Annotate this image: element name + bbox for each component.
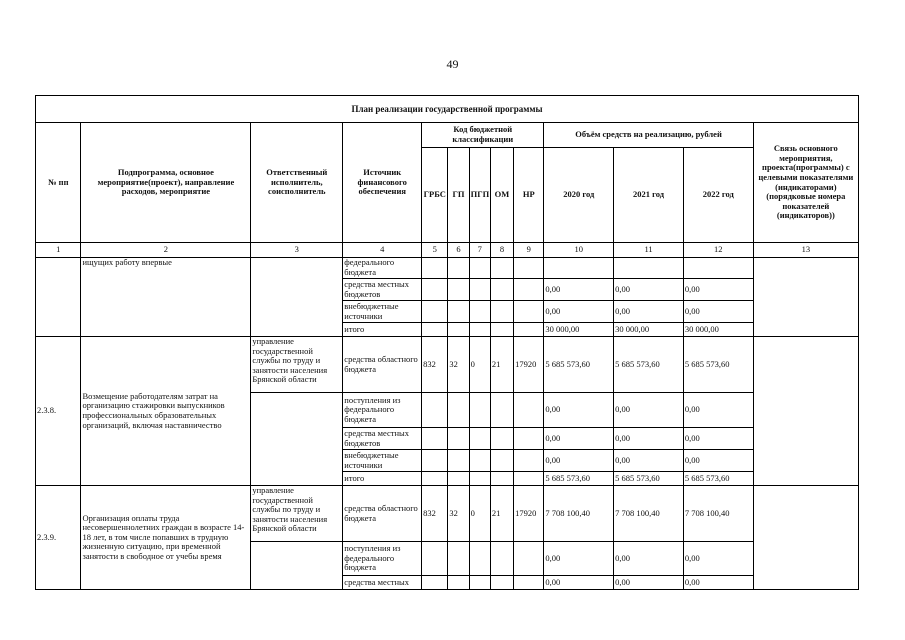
empty-cell bbox=[448, 279, 469, 301]
empty-cell bbox=[490, 428, 513, 450]
empty-cell bbox=[469, 472, 490, 486]
value-2022: 5 685 573,60 bbox=[683, 337, 753, 393]
empty-cell bbox=[514, 428, 544, 450]
empty-cell bbox=[448, 576, 469, 590]
source-cell: средства местных бюджетов bbox=[343, 428, 422, 450]
measure-name-238: Возмещение работодателям затрат на организацию стажировки выпускников профессиональных образовательных организаций, включая наставничество bbox=[81, 337, 251, 486]
column-number: 13 bbox=[753, 243, 858, 258]
measure-name-239: Организация оплаты труда несовершеннолетних граждан в возрасте 14-18 лет, в том числе попавших в трудную жизненную ситуацию, при временной занятости в свободное от учебы время bbox=[81, 486, 251, 590]
empty-cell bbox=[490, 301, 513, 323]
value-2020: 7 708 100,40 bbox=[544, 486, 614, 542]
header-link: Связь основного мероприятия, проекта(программы) с целевыми показателями (индикаторами) (порядковые номера показателей (индикаторов)) bbox=[753, 123, 858, 243]
header-source: Источник финансового обеспечения bbox=[343, 123, 422, 243]
empty-cell bbox=[422, 428, 448, 450]
empty-cell bbox=[469, 542, 490, 576]
table-title: План реализации государственной программы bbox=[36, 96, 859, 123]
header-row-1 bbox=[36, 123, 859, 148]
value-2021: 0,00 bbox=[614, 450, 684, 472]
empty-cell bbox=[422, 542, 448, 576]
column-number: 1 bbox=[36, 243, 81, 258]
gp-cell: 32 bbox=[448, 337, 469, 393]
empty-cell bbox=[490, 258, 513, 279]
column-number: 5 bbox=[422, 243, 448, 258]
value-2021: 0,00 bbox=[614, 542, 684, 576]
source-cell: средства областного бюджета bbox=[343, 486, 422, 542]
table-row bbox=[36, 486, 859, 542]
header-pgp: ПГП bbox=[469, 148, 490, 243]
row-num-239: 2.3.9. bbox=[36, 486, 81, 590]
value-2021: 0,00 bbox=[614, 428, 684, 450]
om-cell: 21 bbox=[490, 486, 513, 542]
value-2022: 5 685 573,60 bbox=[683, 472, 753, 486]
source-cell: внебюджетные источники bbox=[343, 301, 422, 323]
executor-cell bbox=[251, 258, 343, 337]
row-num-cell bbox=[36, 258, 81, 337]
value-2020: 0,00 bbox=[544, 542, 614, 576]
empty-cell bbox=[448, 301, 469, 323]
value-2022: 0,00 bbox=[683, 576, 753, 590]
header-2020: 2020 год bbox=[544, 148, 614, 243]
empty-cell bbox=[448, 323, 469, 337]
value-2020: 30 000,00 bbox=[544, 323, 614, 337]
nr-cell: 17920 bbox=[514, 486, 544, 542]
empty-cell bbox=[448, 472, 469, 486]
empty-cell bbox=[490, 542, 513, 576]
empty-cell bbox=[469, 323, 490, 337]
source-cell: средства местных bbox=[343, 576, 422, 590]
executor-238: управление государственной службы по труду и занятости населения Брянской области bbox=[251, 337, 343, 393]
empty-cell bbox=[514, 323, 544, 337]
value-2021 bbox=[614, 258, 684, 279]
empty-cell bbox=[469, 301, 490, 323]
empty-cell bbox=[514, 301, 544, 323]
plan-table bbox=[35, 95, 859, 590]
value-2021: 0,00 bbox=[614, 393, 684, 428]
empty-cell bbox=[469, 258, 490, 279]
grbs-cell: 832 bbox=[422, 337, 448, 393]
header-2021: 2021 год bbox=[614, 148, 684, 243]
value-2020: 0,00 bbox=[544, 301, 614, 323]
link-cell bbox=[753, 258, 858, 337]
header-om: ОМ bbox=[490, 148, 513, 243]
value-2021: 5 685 573,60 bbox=[614, 337, 684, 393]
empty-cell bbox=[490, 450, 513, 472]
empty-cell bbox=[422, 472, 448, 486]
column-numbers-row bbox=[36, 243, 859, 258]
executor-239: управление государственной службы по труду и занятости населения Брянской области bbox=[251, 486, 343, 542]
empty-cell bbox=[514, 393, 544, 428]
value-2021: 5 685 573,60 bbox=[614, 472, 684, 486]
header-gp: ГП bbox=[448, 148, 469, 243]
empty-cell bbox=[422, 279, 448, 301]
empty-cell bbox=[448, 428, 469, 450]
pgp-cell: 0 bbox=[469, 337, 490, 393]
source-cell: федерального бюджета bbox=[343, 258, 422, 279]
column-number: 7 bbox=[469, 243, 490, 258]
link-cell bbox=[753, 486, 858, 590]
empty-cell bbox=[448, 542, 469, 576]
empty-cell bbox=[514, 279, 544, 301]
empty-cell bbox=[514, 450, 544, 472]
link-cell bbox=[753, 337, 858, 486]
value-2022: 0,00 bbox=[683, 542, 753, 576]
column-number: 9 bbox=[514, 243, 544, 258]
value-2022: 0,00 bbox=[683, 450, 753, 472]
value-2020: 0,00 bbox=[544, 393, 614, 428]
page-number: 49 bbox=[446, 57, 459, 71]
value-2021: 30 000,00 bbox=[614, 323, 684, 337]
nr-cell: 17920 bbox=[514, 337, 544, 393]
value-2021: 0,00 bbox=[614, 279, 684, 301]
column-number: 8 bbox=[490, 243, 513, 258]
header-grbs: ГРБС bbox=[422, 148, 448, 243]
empty-cell bbox=[448, 450, 469, 472]
header-num: № пп bbox=[36, 123, 81, 243]
value-2021: 7 708 100,40 bbox=[614, 486, 684, 542]
grbs-cell: 832 bbox=[422, 486, 448, 542]
source-cell: средства местных бюджетов bbox=[343, 279, 422, 301]
column-number: 11 bbox=[614, 243, 684, 258]
gp-cell: 32 bbox=[448, 486, 469, 542]
table-row bbox=[36, 337, 859, 393]
value-2020 bbox=[544, 258, 614, 279]
measure-name-cont: ищущих работу впервые bbox=[81, 258, 251, 337]
empty-cell bbox=[422, 323, 448, 337]
value-2020: 0,00 bbox=[544, 428, 614, 450]
empty-cell bbox=[448, 258, 469, 279]
empty-cell bbox=[422, 393, 448, 428]
empty-cell bbox=[422, 450, 448, 472]
executor-cell bbox=[251, 542, 343, 590]
value-2021: 0,00 bbox=[614, 301, 684, 323]
empty-cell bbox=[490, 576, 513, 590]
value-2022: 7 708 100,40 bbox=[683, 486, 753, 542]
value-2020: 0,00 bbox=[544, 576, 614, 590]
value-2020: 0,00 bbox=[544, 279, 614, 301]
source-cell: поступления из федерального бюджета bbox=[343, 393, 422, 428]
value-2020: 5 685 573,60 bbox=[544, 337, 614, 393]
value-2022 bbox=[683, 258, 753, 279]
value-2020: 5 685 573,60 bbox=[544, 472, 614, 486]
header-volume: Объём средств на реализацию, рублей bbox=[544, 123, 753, 148]
column-number: 12 bbox=[683, 243, 753, 258]
column-number: 10 bbox=[544, 243, 614, 258]
value-2022: 0,00 bbox=[683, 428, 753, 450]
value-2022: 0,00 bbox=[683, 393, 753, 428]
column-number: 3 bbox=[251, 243, 343, 258]
source-cell-total: итого bbox=[343, 323, 422, 337]
empty-cell bbox=[490, 472, 513, 486]
empty-cell bbox=[422, 576, 448, 590]
empty-cell bbox=[422, 301, 448, 323]
header-name: Подпрограмма, основное мероприятие(проект), направление расходов, мероприятие bbox=[81, 123, 251, 243]
column-number: 2 bbox=[81, 243, 251, 258]
empty-cell bbox=[469, 576, 490, 590]
empty-cell bbox=[514, 258, 544, 279]
om-cell: 21 bbox=[490, 337, 513, 393]
empty-cell bbox=[490, 279, 513, 301]
empty-cell bbox=[469, 450, 490, 472]
value-2022: 0,00 bbox=[683, 279, 753, 301]
pgp-cell: 0 bbox=[469, 486, 490, 542]
empty-cell bbox=[514, 576, 544, 590]
header-budget-code: Код бюджетной классификации bbox=[422, 123, 544, 148]
empty-cell bbox=[469, 393, 490, 428]
source-cell: средства областного бюджета bbox=[343, 337, 422, 393]
source-cell-total: итого bbox=[343, 472, 422, 486]
value-2021: 0,00 bbox=[614, 576, 684, 590]
empty-cell bbox=[514, 542, 544, 576]
header-2022: 2022 год bbox=[683, 148, 753, 243]
header-executor: Ответственный исполнитель, соисполнитель bbox=[251, 123, 343, 243]
column-number: 6 bbox=[448, 243, 469, 258]
empty-cell bbox=[469, 279, 490, 301]
header-nr: НР bbox=[514, 148, 544, 243]
row-num-238: 2.3.8. bbox=[36, 337, 81, 486]
empty-cell bbox=[448, 393, 469, 428]
value-2022: 30 000,00 bbox=[683, 323, 753, 337]
value-2020: 0,00 bbox=[544, 450, 614, 472]
empty-cell bbox=[490, 393, 513, 428]
executor-cell bbox=[251, 393, 343, 486]
empty-cell bbox=[422, 258, 448, 279]
source-cell: поступления из федерального бюджета bbox=[343, 542, 422, 576]
source-cell: внебюджетные источники bbox=[343, 450, 422, 472]
table-row bbox=[36, 258, 859, 279]
column-number: 4 bbox=[343, 243, 422, 258]
value-2022: 0,00 bbox=[683, 301, 753, 323]
empty-cell bbox=[469, 428, 490, 450]
empty-cell bbox=[514, 472, 544, 486]
empty-cell bbox=[490, 323, 513, 337]
title-row bbox=[36, 96, 859, 123]
